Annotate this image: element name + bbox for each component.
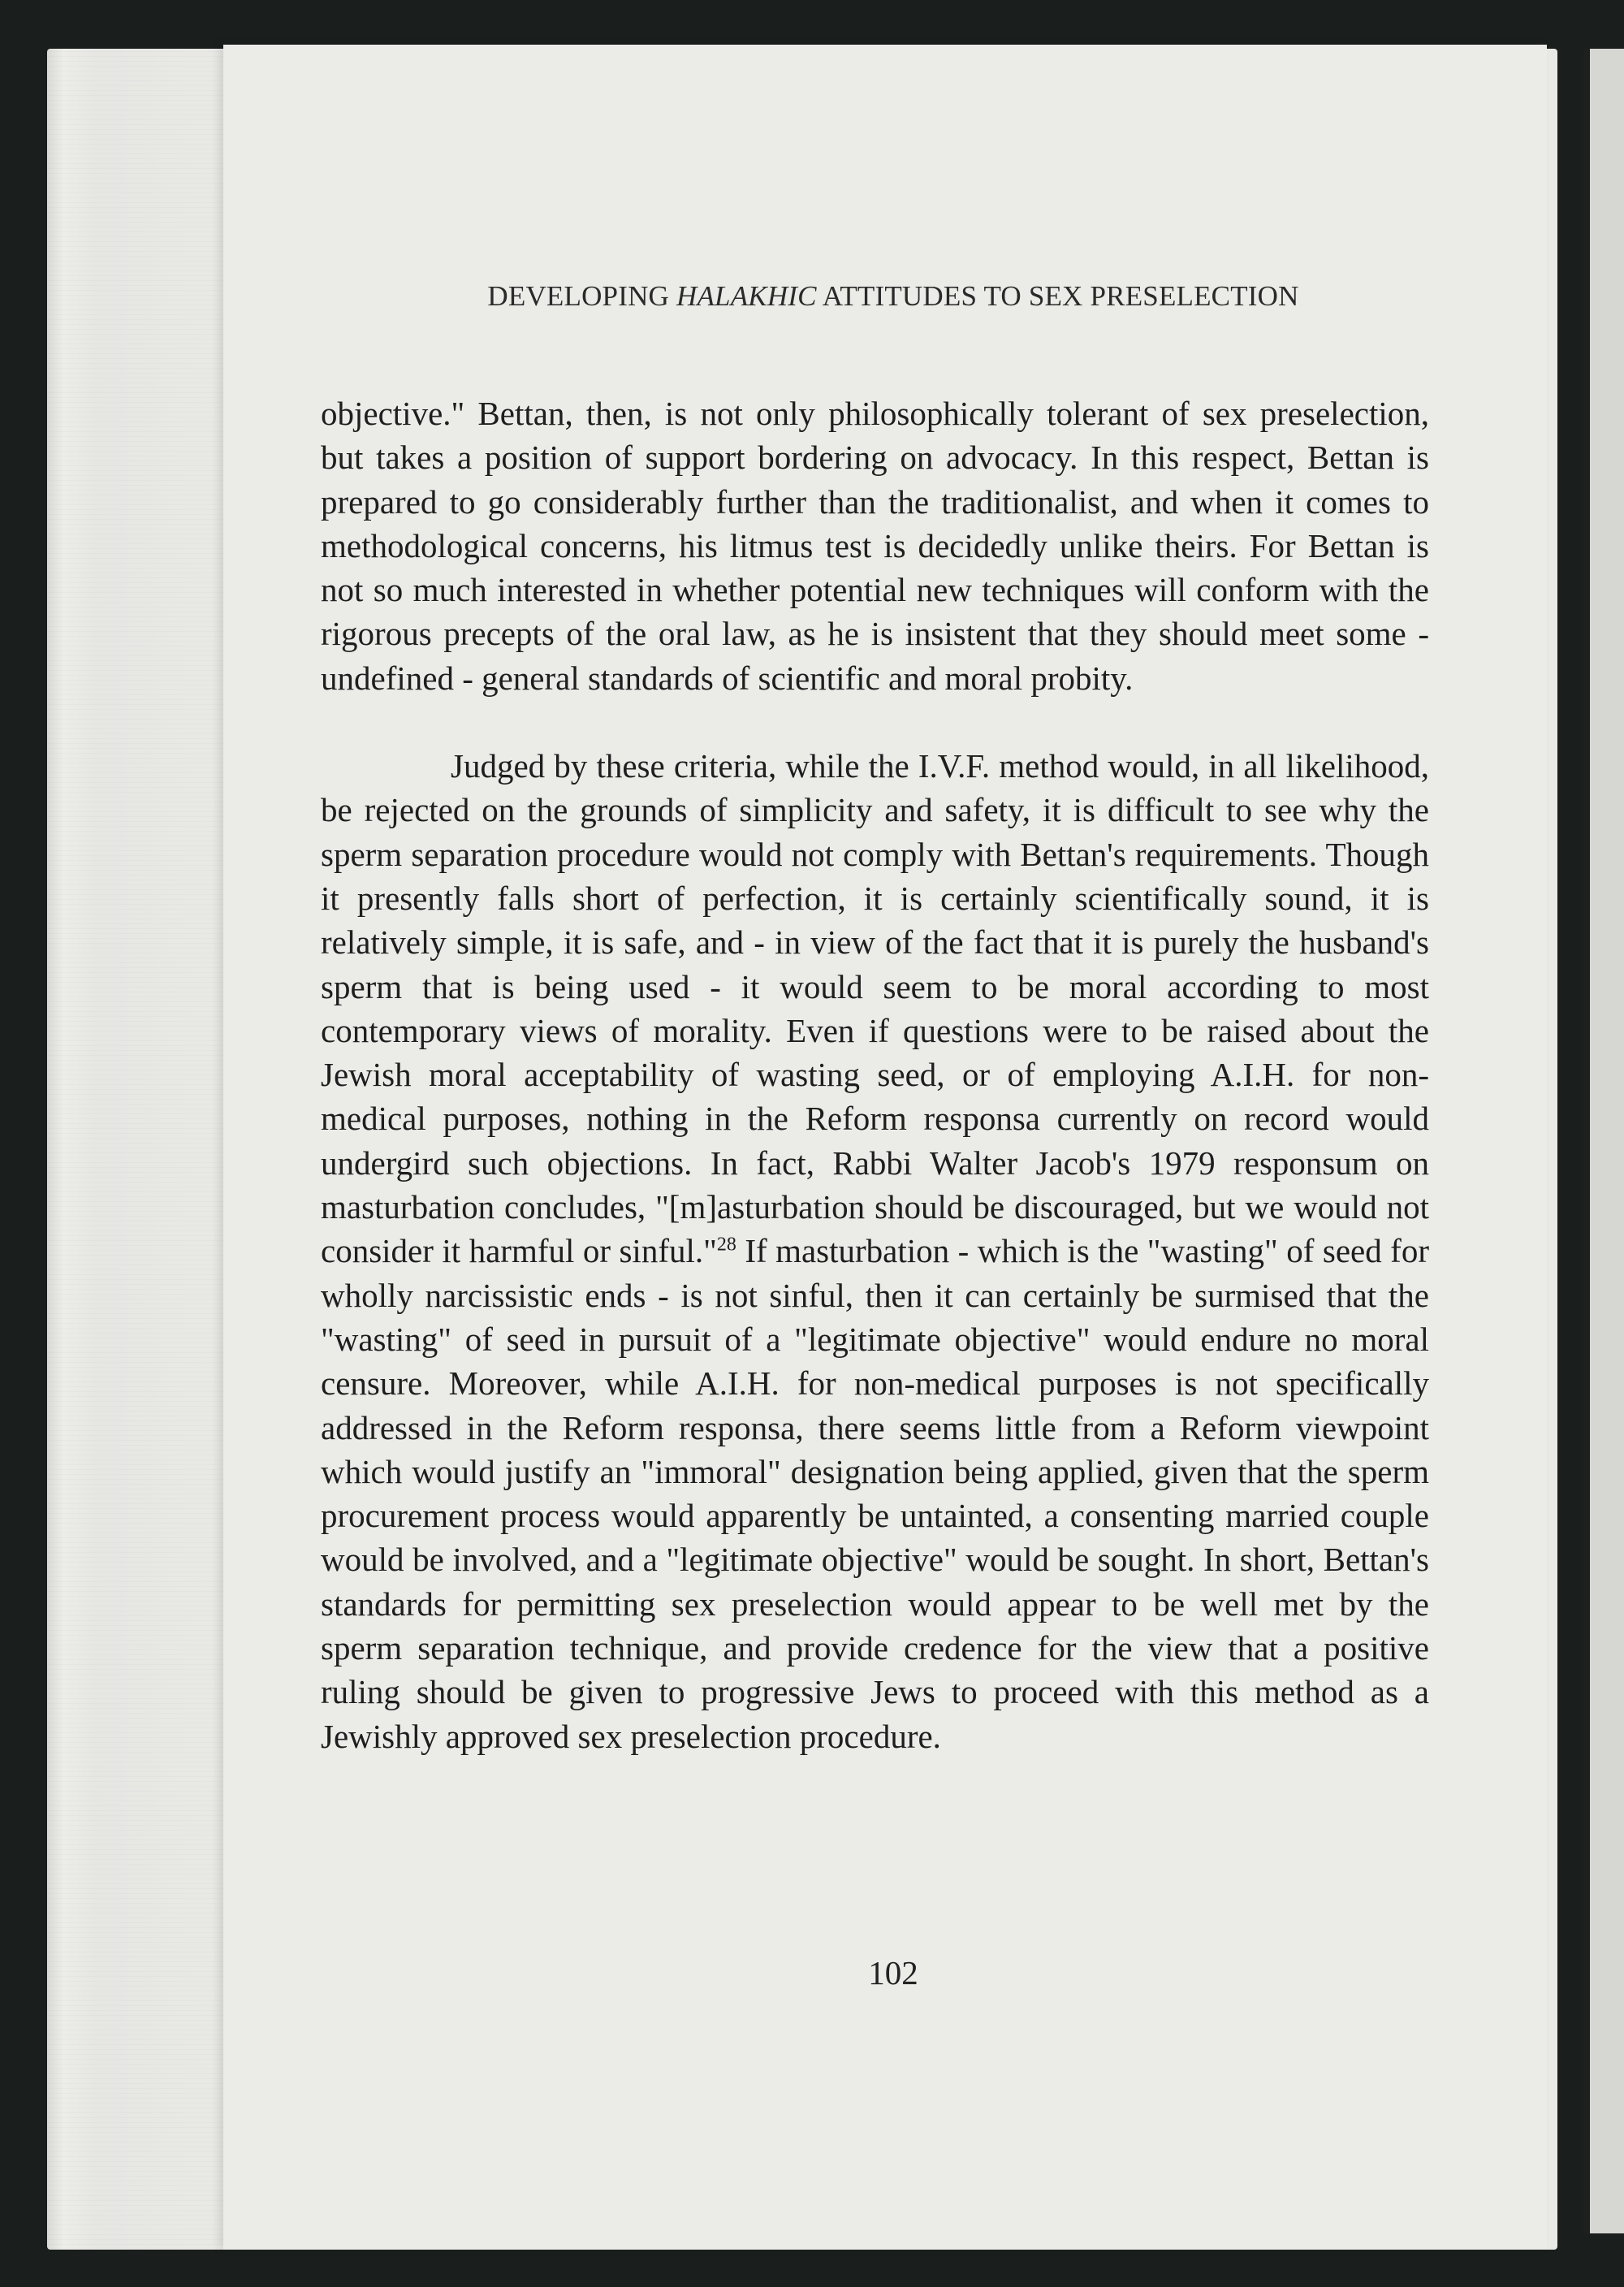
running-head-suffix: ATTITUDES TO SEX PRESELECTION [816,280,1299,312]
body-text [321,391,1429,1758]
running-head-prefix: DEVELOPING [487,280,676,312]
paragraph-2-part-1: Judged by these criteria, while the I.V.F. method would, in all likelihood, be rejected on the grounds of simplicity and safety, it is difficult to see why the sperm separation procedure would not comply with Bettan's requirements. Though it presently falls short of perfection, it is certainly scientifically sound, it is relatively simple, it is safe, and - in view of the fact that it is purely the husband's sperm that is being used - it would seem to be moral according to most contemporary views of morality. Even if questions were to be raised about the Jewish moral acceptability of wasting seed, or of employing A.I.H. for non-medical purposes, nothing in the Reform responsa currently on record would undergird such objections. In fact, Rabbi Walter Jacob's 1979 responsum on masturbation concludes, "[m]asturbation should be discouraged, but we would not consider it harmful or sinful." [321,747,1429,1270]
footnote-marker: 28 [716,1234,736,1256]
paragraph-2-part-2: If masturbation - which is the "wasting" of seed for wholly narcissistic ends - is not sinful, then it can certainly be surmised that the "wasting" of seed in pursuit of a "legitimate objective" would endure no moral censure. Moreover, while A.I.H. for non-medical purposes is not specifically addressed in the Reform responsa, there seems little from a Reform viewpoint which would justify an "immoral" designation being applied, given that the sperm procurement process would apparently be untainted, a consenting married couple would be involved, and a "legitimate objective" would be sought. In short, Bettan's standards for permitting sex preselection would appear to be well met by the sperm separation technique, and provide credence for the view that a positive ruling should be given to progressive Jews to proceed with this method as a Jewishly approved sex preselection procedure. [321,1232,1429,1755]
page-number: 102 [868,1954,918,1991]
facing-page-edge [1583,49,1624,2233]
paragraph-2 [321,744,1429,1758]
page-edge-texture [47,49,226,2250]
paragraph-1: objective." Bettan, then, is not only philosophically tolerant of sex preselection, but takes a position of support bordering on advocacy. In this respect, Bettan is prepared to go considerably further than the traditionalist, and when it comes to methodological concerns, his litmus test is decidedly unlike theirs. For Bettan is not so much interested in whether potential new techniques will conform with the rigorous precepts of the oral law, as he is insistent that they should meet some - undefined - general standards of scientific and moral probity. [321,395,1429,697]
running-head-italic: HALAKHIC [676,280,817,312]
